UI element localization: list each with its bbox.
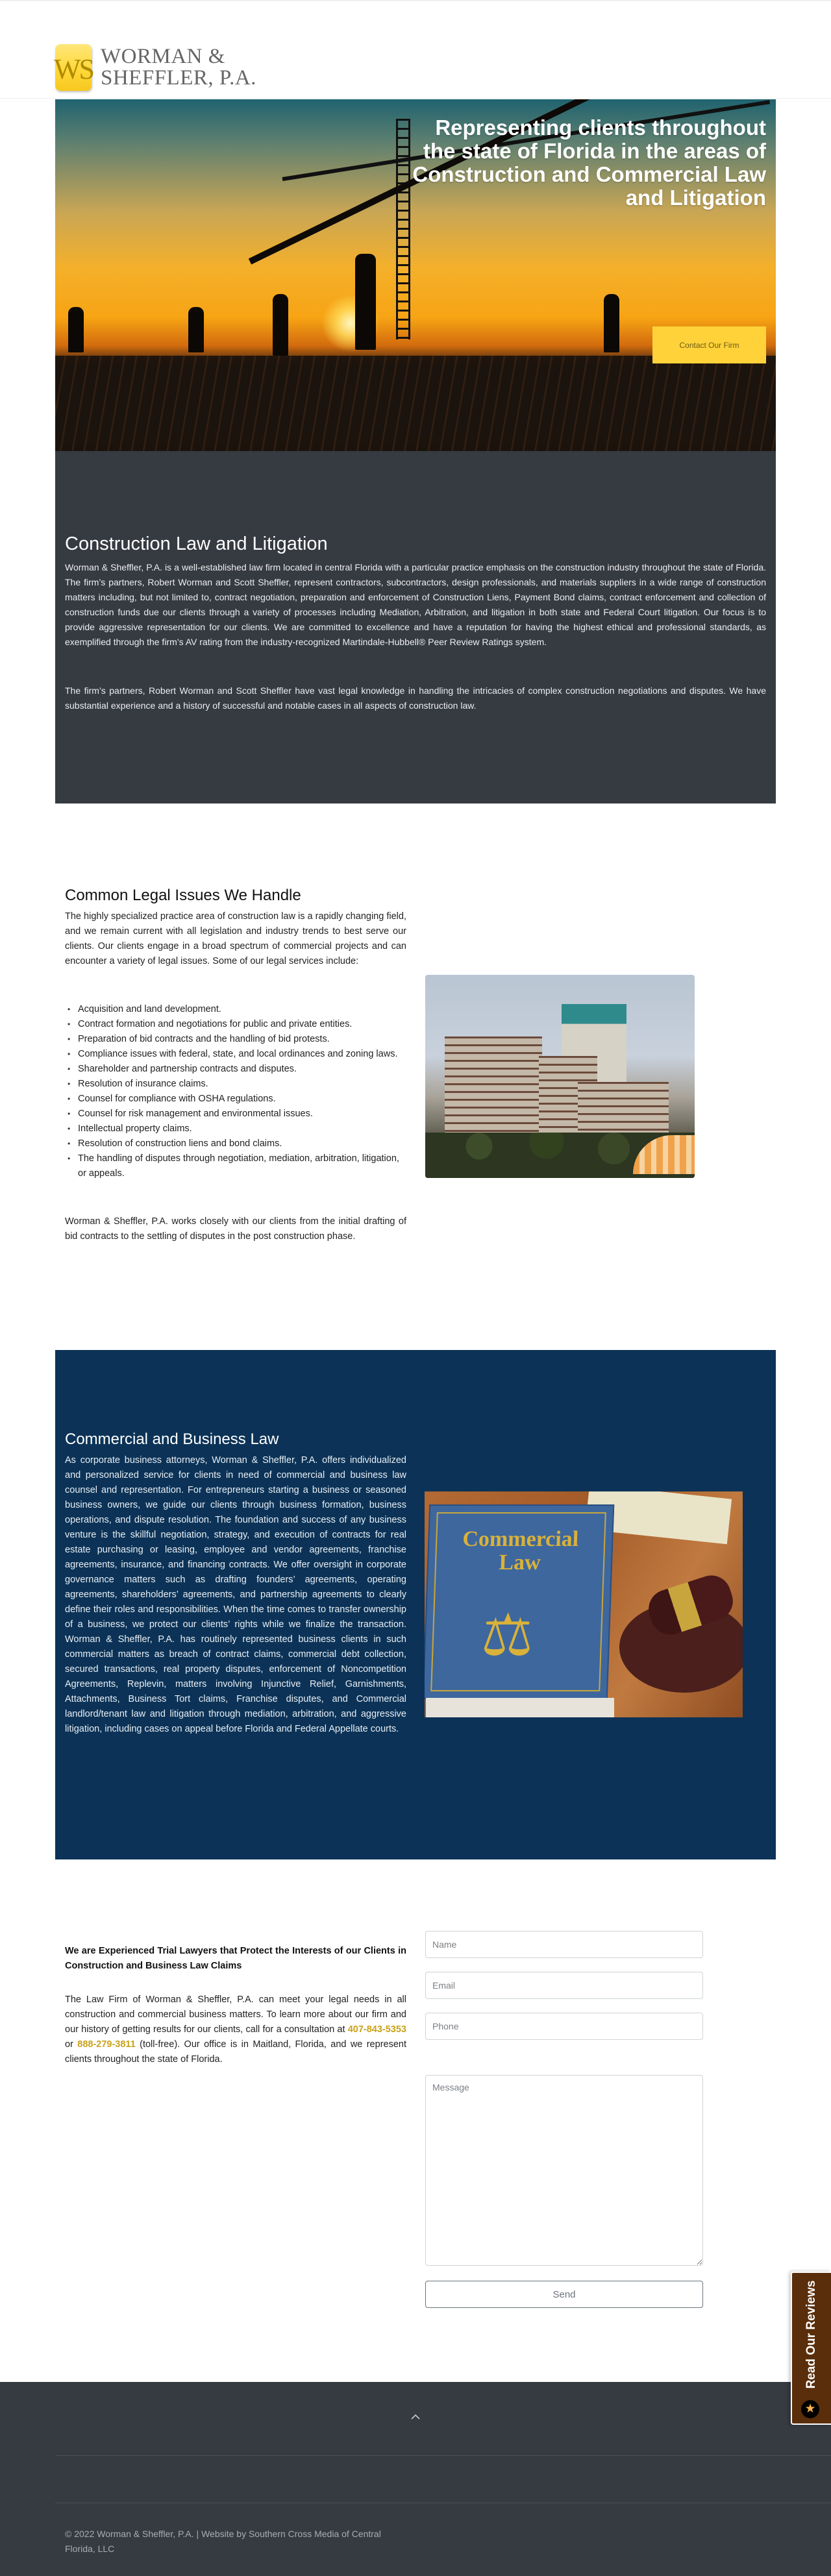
construction-paragraph-2: The firm’s partners, Robert Worman and Scott Sheffler have vast legal knowledge in handling the intricacies of complex construction negotiations and disputes. We have substantial experience and a history of successful and notable cases in all aspects of construction law. [65, 685, 766, 711]
issues-outro: Worman & Sheffler, P.A. works closely with our clients from the initial drafting of bid contracts to the settling of disputes in the post construction phase. [65, 1216, 406, 1242]
read-our-reviews-tab[interactable] [791, 2272, 831, 2425]
list-item: • Resolution of insurance claims. [65, 1077, 406, 1092]
list-item: • Intellectual property claims. [65, 1122, 406, 1136]
commercial-law-section [55, 1350, 776, 1859]
list-item: • Contract formation and negotiations for public and private entities. [65, 1017, 406, 1032]
contact-our-firm-button[interactable]: Contact Our Firm [652, 326, 766, 363]
construction-paragraph-1: Worman & Sheffler, P.A. is a well-established law firm located in central Florida with a particular practice emphasis on the construction industry throughout the state of Florida. The firm’s partners, Robert Worman and Scott Sheffler, represent contractors, subcontractors, design professionals, and materials suppliers in a wide range of construction matters including, but not limited to, contract negotiation, preparation and enforcement of Construction Liens, Payment Bond claims, contract enforcement and collection of construction funds due our clients through a variety of processes including Mediation, Arbitration, and litigation in both state and Federal Court litigation. Our focus is to provide aggressive representation for our clients. We are committed to excellence and have a reputation for having the highest ethical and professional standards, as exemplified through the firm’s AV rating from the industry-recognized Martindale-Hubbell® Peer Review Ratings system. [65, 562, 766, 647]
send-button[interactable]: Send [425, 2281, 703, 2308]
chevron-up-icon [411, 2414, 420, 2420]
commercial-heading: Commercial and Business Law [65, 1430, 279, 1448]
issues-heading: Common Legal Issues We Handle [65, 887, 301, 904]
list-item: • Counsel for risk management and environmental issues. [65, 1107, 406, 1122]
phone-field[interactable] [425, 2013, 703, 2040]
commercial-paragraph: As corporate business attorneys, Worman & Sheffler, P.A. offers individualized and personalized service for clients in need of commercial and business law counsel and representation. For entrepreneurs starting a business or seasoned business owners, we guide our clients through business formation, business operations, and dispute resolution. The foundation and success of any business venture is the skillful negotiation, strategy, and execution of contracts for real estate purchasing or leasing, employee and vendor agreements, franchise agreements, insurance, and financing contracts. We offer oversight in corporate governance matters such as drafting founders’ agreements, operating agreements, shareholders’ agreements, and partnership agreements to clearly define their roles and responsibilities. When the time comes to transfer ownership of a business, we protect our clients’ rights while we finalize the transaction. Worman & Sheffler, P.A. has routinely represented business clients in such commercial matters as breach of contract claims, commercial debt collection, secured transactions, real property disputes, enforcement of Noncompetition Agreements, Replevin, matters involving Injunctive Relief, Garnishments, Attachments, Business Tort claims, Franchise disputes, and Commercial landlord/tenant law and litigation through mediation, arbitration, and aggressive litigation, including cases on appeal before Florida and Federal Appellate courts. [65, 1455, 406, 1734]
list-item: • Resolution of construction liens and bond claims. [65, 1136, 406, 1151]
logo-line-2: SHEFFLER, P.A. [101, 66, 256, 90]
logo-badge [55, 44, 92, 91]
copyright-text: © 2022 Worman & Sheffler, P.A. | Website by Southern Cross Media of Central Florida, LLC [65, 2529, 381, 2554]
list-item: • The handling of disputes through negotiation, mediation, arbitration, litigation, or appeals. [65, 1151, 406, 1181]
list-item: • Shareholder and partnership contracts and disputes. [65, 1062, 406, 1077]
construction-law-section [55, 451, 776, 803]
book-graphic [425, 1504, 614, 1699]
hero-worker-silhouette [355, 254, 376, 350]
logo-wordmark [101, 46, 256, 89]
site-header [0, 0, 831, 99]
book-pages-graphic [426, 1698, 614, 1717]
email-field[interactable] [425, 1972, 703, 1999]
logo-link[interactable] [55, 44, 256, 91]
contact-text: (toll-free). Our office is in Maitland, Florida, and we represent clients throughout the state of Florida. [65, 2039, 406, 2065]
logo-badge-text: WS [54, 53, 93, 85]
commercial-law-book-image [425, 1491, 743, 1717]
book-title-line-1: Commercial [462, 1527, 579, 1551]
book-title-line-2: Law [498, 1551, 541, 1575]
contact-text: or [65, 2039, 78, 2050]
back-to-top-button[interactable] [408, 2409, 423, 2425]
phone-link-local[interactable]: 407-843-5353 [347, 2024, 406, 2035]
list-item: • Compliance issues with federal, state, and local ordinances and zoning laws. [65, 1047, 406, 1062]
hero-banner [55, 99, 776, 451]
contact-heading: We are Experienced Trial Lawyers that Protect the Interests of our Clients in Construction and Business Law Claims [65, 1946, 406, 1971]
book-title [428, 1528, 612, 1575]
reviews-tab-label: Read Our Reviews [804, 2280, 818, 2389]
contact-paragraph [65, 1993, 406, 2067]
star-icon: ★ [801, 2400, 819, 2418]
construction-skyline-image [425, 975, 695, 1178]
list-item: • Acquisition and land development. [65, 1002, 406, 1017]
list-item: • Preparation of bid contracts and the handling of bid protests. [65, 1032, 406, 1047]
scales-of-justice-icon: ⚖ [480, 1603, 535, 1668]
legal-issues-section [55, 803, 776, 1350]
construction-heading: Construction Law and Litigation [65, 534, 328, 554]
site-footer [0, 2382, 831, 2576]
message-field[interactable] [425, 2075, 703, 2266]
contact-text: The Law Firm of Worman & Sheffler, P.A. can meet your legal needs in all construction and commercial business matters. To learn more about our firm and our history of getting results for our clients, call for a consultation at [65, 1994, 406, 2035]
hero-worker-silhouette [273, 294, 288, 356]
list-item: • Counsel for compliance with OSHA regulations. [65, 1092, 406, 1107]
hero-ground-graphic [55, 356, 776, 451]
phone-link-toll-free[interactable]: 888-279-3811 [77, 2039, 136, 2050]
contact-section [55, 1859, 776, 2382]
logo-line-1: WORMAN & [101, 45, 225, 68]
name-field[interactable] [425, 1931, 703, 1958]
hero-worker-silhouette [188, 307, 204, 352]
issues-intro: The highly specialized practice area of construction law is a rapidly changing field, and we remain current with all legislation and industry trends to best serve our clients. Our clients engage in a broad spectrum of commercial projects and can encounter a variety of legal issues. Some of our legal services include: [65, 911, 406, 966]
hero-worker-silhouette [604, 294, 619, 352]
building-graphic [445, 1037, 542, 1134]
hero-title: Representing clients throughout the state of Florida in the areas of Construction and Commercial Law and Litigation [412, 116, 766, 210]
hero-worker-silhouette [68, 307, 84, 352]
footer-divider [55, 2455, 831, 2456]
services-list [65, 1002, 406, 1181]
